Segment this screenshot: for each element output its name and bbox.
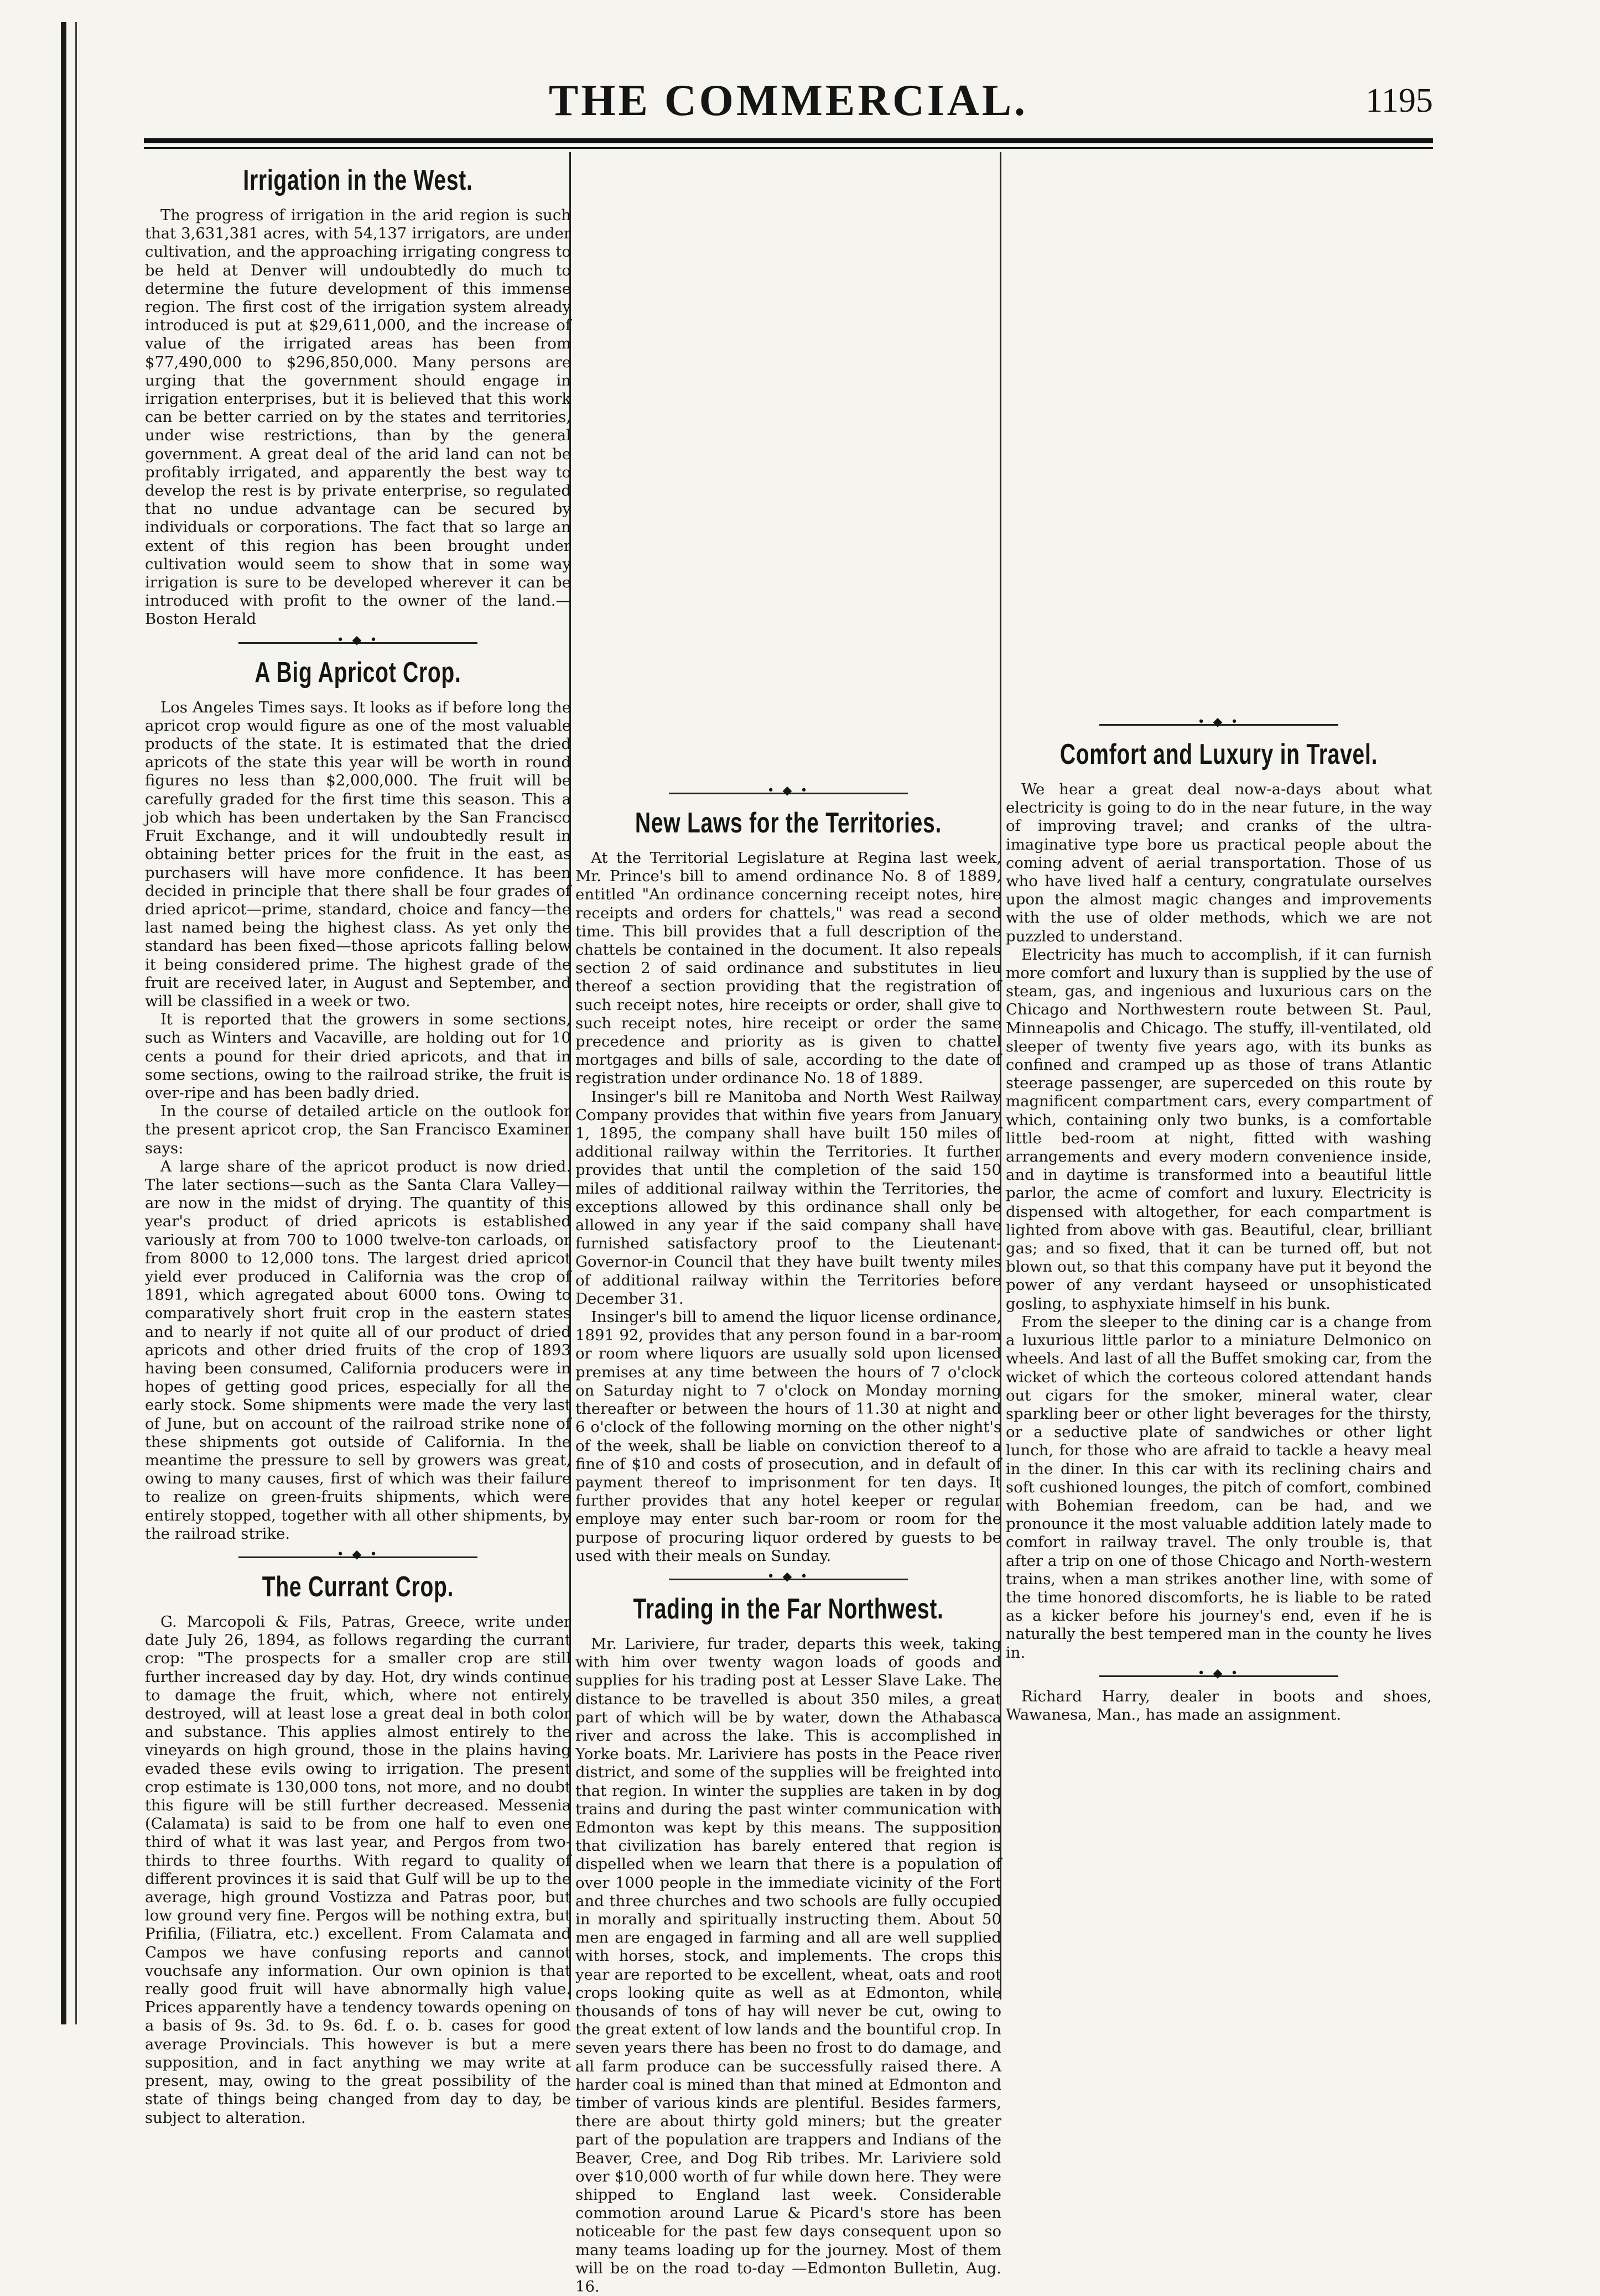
article-heading: New Laws for the Territories. <box>635 807 942 839</box>
column-3 <box>1006 158 1432 2000</box>
section-divider <box>575 786 1001 800</box>
article-heading: Trading in the Far Northwest. <box>633 1592 944 1625</box>
article-heading: A Big Apricot Crop. <box>254 656 461 689</box>
page-number: 1195 <box>1365 82 1433 119</box>
article-heading: The Currant Crop. <box>262 1571 454 1603</box>
article-paragraph: Mr. Lariviere, fur trader, departs this week, taking with him over twenty wagon loads of goods and supplies for his trading post at Lesser Slave Lake. The distance to be travelled is about 350 miles, a great part of which will be by water, down the Athabasca river and across the lake. This is accomplished in Yorke boats. Mr. Lariviere has posts in the Peace river district, and some of the supplies will be freighted into that region. In winter the supplies are taken in by dog trains and during the past winter communication with Edmonton was kept by this means. The supposition that civilization has barely entered that region is dispelled when we learn that there is a population of over 1000 people in the immediate vicinity of the Fort and three churches and two schools are fully occupied in morally and spiritually instructing them. About 50 men are engaged in farming and all are well supplied with horses, stock, and implements. The crops this year are reported to be excellent, wheat, oats and root crops looking quite as well as at Edmonton, while thousands of tons of hay will never be cut, owing to the great extent of low lands and the bountiful crop. In seven years there has been no frost to do damage, and all farm produce can be successfully raised there. A harder coal is mined than that mined at Edmonton and timber of various kinds are plentiful. Besides farmers, there are about thirty gold miners; but the greater part of the population are trappers and Indians of the Beaver, Cree, and Dog Rib tribes. Mr. Lariviere sold over $10,000 worth of fur while down here. They were shipped to England last week. Considerable commotion around Larue & Picard's store has been noticeable for the past few days consequent upon so many teams loading up for the journey. Most of them will be on the road to-day —Edmonton Bulletin, Aug. 16. <box>575 1634 1001 2296</box>
section-divider <box>145 1550 571 1564</box>
article-irrigation <box>145 162 571 629</box>
article-trading <box>575 1591 1001 2296</box>
notice-paragraph: Richard Harry, dealer in boots and shoes, Wawanesa, Man., has made an assignment. <box>1006 1687 1432 1724</box>
article-paragraph: G. Marcopoli & Fils, Patras, Greece, write under date July 26, 1894, as follows regarding the currant crop: "The prospects for a smaller crop are still further increased day by day. Hot, dry winds continue to damage the fruit, which, where not entirely destroyed, will at least lose a great deal in both color and substance. This applies almost entirely to the vineyards on high ground, those in the plains having evaded these evils owing to irrigation. The present crop estimate is 130,000 tons, not more, and no doubt this figure will be still further decreased. Messenia (Calamata) is said to be from one half to even one third of what it was last year, and Pergos from two-thirds to three fourths. With regard to quality of different provinces it is said that Gulf will be up to the average, high ground Vostizza and Patras poor, but low ground very fine. Pergos will be nothing extra, but Prifilia, (Filiatra, etc.) excellent. From Calamata and Campos we have confusing reports and cannot vouchsafe any information. Our own opinion is that really good fruit will have abnormally high value. Prices apparently have a tendency towards opening on a basis of 9s. 3d. to 9s. 6d. f. o. b. cases for good average Provincials. This however is but a mere supposition, and in fact anything we may write at present, may, owing to the great possibility of the state of things being changed from day to day, be subject to alteration. <box>145 1613 571 2127</box>
article-paragraph: A large share of the apricot product is now dried. The later sections—such as the Santa Clara Valley—are now in the midst of drying. The quantity of this year's product of dried apricots is established variously at from 700 to 1000 twelve-ton carloads, or from 8000 to 12,000 tons. The largest dried apricot yield ever produced in California was the crop of 1891, which agregated about 6000 tons. Owing to comparatively short fruit crop in the eastern states and to nearly if not quite all of our product of dried apricots and other dried fruits of the crop of 1893 having been consumed, California producers were in hopes of getting good prices, especially for all the early stock. Some shipments were made the very last of June, but on account of the railroad strike none of these shipments got outside of California. In the meantime the pressure to sell by growers was great, owing to many causes, first of which was their failure to realize on green-fruits shipments, which were entirely stopped, together with all other shipments, by the railroad strike. <box>145 1157 571 1543</box>
article-currant <box>145 1569 571 2127</box>
article-new-laws <box>575 805 1001 1565</box>
article-paragraph: The progress of irrigation in the arid region is such that 3,631,381 acres, with 54,137 irrigators, are under cultivation, and the approaching irrigating congress to be held at Denver will undoubtedly do much to determine the future development of this immense region. The first cost of the irrigation system already introduced is put at $29,611,000, and the increase of value of the irrigated areas has been from $77,490,000 to $296,850,000. Many persons are urging that the government should engage in irrigation enterprises, but it is believed that this work can be better carried on by the states and territories, under wise restrictions, than by the general government. A great deal of the arid land can not be profitably irrigated, and apparently the best way to develop the rest is by private enterprise, so regulated that no undue advantage can be secured by individuals or corporations. The fact that so large an extent of this region has been brought under cultivation would seem to show that in some way irrigation is sure to be developed wherever it can be introduced with profit to the owner of the land.—Boston Herald <box>145 206 571 628</box>
article-paragraph: Electricity has much to accomplish, if it can furnish more comfort and luxury than is supplied by the use of steam, gas, and ingenious and luxurious cars on the Chicago and Northwestern route between St. Paul, Minneapolis and Chicago. The stuffy, ill-ventilated, old sleeper of twenty five years ago, with its bunks as confined and cramped up as those of trans Atlantic steerage passenger, are superceded on this route by magnificent compartment cars, every compartment of which, containing only two bunks, is a comfortable little bed-room at night, fitted with washing arrangements and every modern convenience inside, and in daytime is transformed into a beautiful little parlor, the acme of comfort and luxury. Electricity is dispensed with altogether, for each compartment is lighted from above with gas. Beautiful, clear, brilliant gas; and so fixed, that it can be turned off, but not blown out, so that this company have put it beyond the power of any verdant hayseed or unsophisticated gosling, to asphyxiate himself in his bunk. <box>1006 945 1432 1313</box>
section-divider <box>145 636 571 650</box>
article-heading: Irrigation in the West. <box>243 164 473 196</box>
notice-assignment <box>1006 1688 1432 1724</box>
article-paragraph: At the Territorial Legislature at Regina last week, Mr. Prince's bill to amend ordinance No. 8 of 1889, entitled "An ordinance concerning receipt notes, hire receipts and orders for chattels," was read a second time. This bill provides that a full description of the chattels be contained in the document. It also repeals section 2 of said ordinance and substitutes in lieu thereof a section providing that the registration of such receipt notes, hire receipts or order, shall give to such receipt notes, hire receipt or order the same precedence and priority as is given to chattel mortgages and bills of sale, according to the date of registration under ordinance No. 18 of 1889. <box>575 849 1001 1087</box>
article-paragraph: Los Angeles Times says. It looks as if before long the apricot crop would figure as one of the most valuable products of the state. It is estimated that the dried apricots of the state this year will be worth in round figures no less than $2,000,000. The fruit will be carefully graded for the first time this season. This a job which has been undertaken by the San Francisco Fruit Exchange, and it will undoubtedly result in obtaining better prices for the fruit in the east, as purchasers will have more confidence. It has been decided in principle that there shall be four grades of dried apricot—prime, standard, choice and fancy—the last named being the highest class. As yet only the standard has been fixed—those apricots falling below it being considered prime. The highest grade of the fruit are received later, in August and September, and will be classified in a week or two. <box>145 698 571 1010</box>
article-paragraph: Insinger's bill to amend the liquor license ordinance, 1891 92, provides that any person found in a bar-room or room where liquors are usually sold upon licensed premises at any time between the hours of 7 o'clock on Saturday night to 7 o'clock on Monday morning thereafter or between the hours of 11.30 at night and 6 o'clock of the following morning on the other night's of the week, shall be liable on conviction thereof to a fine of $10 and costs of prosecution, and in default of payment thereof to imprisonment for ten days. It further provides that any hotel keeper or regular employe may enter such bar-room or room for the purpose of procuring liquor ordered by guests to be used with their meals on Sunday. <box>575 1308 1001 1565</box>
masthead-rule-thick <box>144 138 1433 143</box>
article-heading: Comfort and Luxury in Travel. <box>1059 738 1378 770</box>
article-paragraph: Insinger's bill re Manitoba and North West Railway Company provides that within five years from January 1, 1895, the company shall have built 150 miles of additional railway within the Territories. It further provides that until the completion of the said 150 miles of additional railway within the Territories, the exceptions allowed by this ordinance shall only be allowed in any year if the said company shall have furnished satisfactory proof to the Lieutenant-Governor-in Council that they have built twenty miles of additional railway within the Territories before December 31. <box>575 1087 1001 1308</box>
page-binding-line <box>75 22 77 2024</box>
trading-continuation-spacer <box>1006 158 1432 711</box>
article-paragraph: In the course of detailed article on the outlook for the present apricot crop, the San Francisco Examiner says: <box>145 1102 571 1157</box>
section-divider <box>1006 1669 1432 1683</box>
column-2 <box>575 158 1001 2296</box>
column-1 <box>145 158 571 2127</box>
publication-title: THE COMMERCIAL. <box>548 76 1028 125</box>
section-divider <box>575 1572 1001 1586</box>
page-binding-edge <box>61 22 66 2024</box>
article-paragraph: It is reported that the growers in some sections, such as Winters and Vacaville, are holding out for 10 cents a pound for their dried apricots, and that in some sections, owing to the railroad strike, the fruit is over-ripe and has been badly dried. <box>145 1011 571 1102</box>
article-paragraph: From the sleeper to the dining car is a change from a luxurious little parlor to a miniature Delmonico on wheels. And last of all the Buffet smoking car, from the wicket of which the corteous colored attendant hands out cigars for the smoker, mineral water, clear sparkling beer or other light beverages for the thirsty, or a seductive plate of sandwiches or other light lunch, for those who are afraid to tackle a heavy meal in the diner. In this car with its reclining chairs and soft cushioned lounges, the pitch of comfort, combined with Bohemian freedom, can be had, and we pronounce it the most valuable addition lately made to comfort in railway travel. The only trouble is, that after a trip on one of those Chicago and North-western trains, when a man strikes another line, with some of the time honored discomforts, he is liable to be rated as a kicker before his journey's end, even if he is naturally the best tempered man in the county he lives in. <box>1006 1313 1432 1662</box>
section-divider <box>1006 717 1432 732</box>
masthead <box>144 69 1433 133</box>
article-comfort <box>1006 736 1432 1662</box>
article-apricot <box>145 654 571 1543</box>
article-paragraph: We hear a great deal now-a-days about what electricity is going to do in the near future, in the way of improving travel; and cranks of the ultra-imaginative type bore us practical people about the coming advent of aerial transportation. Those of us who have lived half a century, congratulate ourselves upon the almost magic changes and improvements with the use of older methods, which we are not puzzled to understand. <box>1006 780 1432 945</box>
masthead-rule-thin <box>144 147 1433 149</box>
